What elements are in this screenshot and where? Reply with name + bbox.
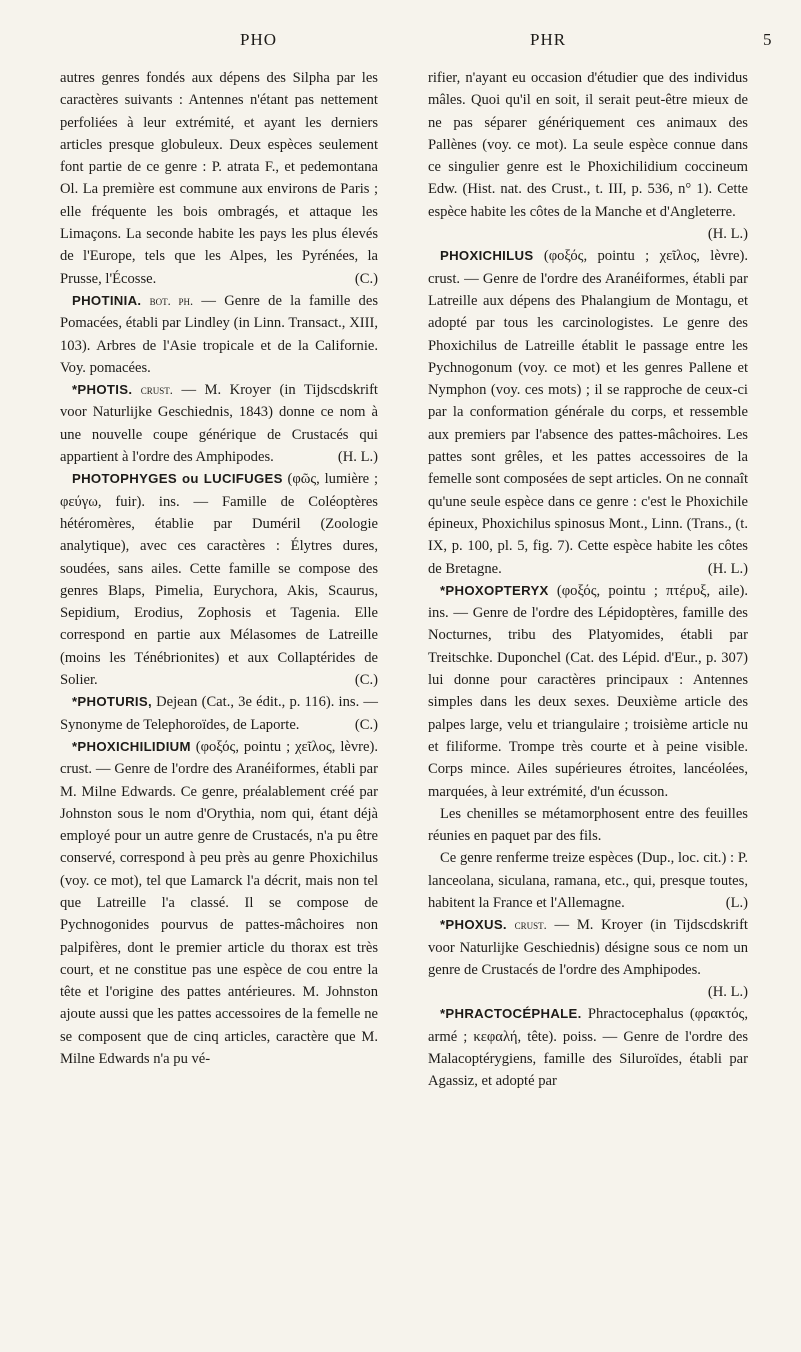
entry-headword: *PHOXICHILIDIUM: [72, 738, 191, 754]
paragraph: [428, 803, 748, 848]
author-signature: (H. L.): [707, 984, 748, 1001]
dictionary-entry: [428, 914, 748, 1003]
entry-headword: *PHOXUS.: [440, 917, 507, 933]
dictionary-entry: [60, 468, 378, 691]
entry-headword: PHOTOPHYGES ou LUCIFUGES: [72, 471, 283, 487]
entry-headword: *PHRACTOCÉPHALE.: [440, 1006, 582, 1022]
entry-text: (φοξός, pointu ; χεῖλος, lèvre). crust. — Genre de l'ordre des Aranéiformes, établi par M. Milne Edwards. Ce genre, préalablement créé par Johnston sous le nom d'Orythia, nom qui, étant déjà employé pour un autre genre de Crustacés, n'a pu être conservé, correspond à peu près au genre Phoxichilus (voy. ce mot), tel que Lamarck l'a décrit, mais non tel que Latreille l'a classé. Il se compose de Pychnogonides pourvus de pattes-mâchoires non palpifères, dont le premier article du thorax est très court, et ne constitue pas une espèce de cou entre la tête et l'origine des pattes antérieures. M. Johnston ajoute aussi que les pattes accessoires de la femelle ne se composent que de cinq articles, caractère que M. Milne Edwards n'a pu vé-: [60, 738, 378, 1068]
entry-headword: PHOTINIA.: [72, 292, 142, 308]
entry-text: rifier, n'ayant eu occasion d'étudier que des individus mâles. Quoi qu'il en soit, il serait peut-être mieux de ne pas séparer génériquement ces animaux des Pallènes (voy. ce mot). La seule espèce connue dans ce singulier genre est le Phoxichilidium coccineum Edw. (Hist. nat. des Crust., t. III, p. 536, n° 1). Cette espèce habite les côtes de la Manche et d'Angleterre.: [428, 70, 748, 220]
entry-text: Ce genre renferme treize espèces (Dup., loc. cit.) : P. lanceolana, siculana, ramana, etc., qui, presque toutes, habitent la France et l'Allemagne.: [428, 850, 748, 911]
dictionary-entry: [428, 580, 748, 803]
entry-text: — M. Kroyer (in Tijdscdskrift voor Naturlijke Geschiednis, 1843) donne ce nom à une nouvelle coupe générique de Crustacés qui appartient à l'ordre des Amphipodes.: [60, 382, 378, 466]
entry-text: (φοξός, pointu ; χεῖλος, lèvre). crust. — Genre de l'ordre des Aranéiformes, établi par Latreille aux dépens des Phalangium de Montagu, et adopté par tous les carcinologistes. Le genre des Phoxichilus de Latreille établit le passage entre les Pychnogonum (voy. ce mot) et les genres Pallene et Nymphon (voy. ces mots) ; il se rapproche de ceux-ci par la conformation générale du corps, et ressemble aux premiers par l'absence des pattes-mâchoires. Les pattes sont grêles, et les pattes accessoires de la femelle sont composées de sept articles. On ne connaît qu'une seule espèce dans ce genre : c'est le Phoxichile épineux, Phoxichilus spinosus Mont., Linn. (Trans., (t. IX, p. 100, pl. 5, fig. 7). Cette espèce habite les côtes de Bretagne.: [428, 248, 748, 577]
dictionary-entry: [60, 290, 378, 379]
dictionary-entry: [60, 379, 378, 468]
entry-text: — M. Kroyer (in Tijdscdskrift voor Naturlijke Geschiednis) désigne sous ce nom un genre de Crustacés de l'ordre des Amphipodes.: [428, 917, 748, 978]
paragraph: [428, 67, 748, 245]
running-header: [0, 30, 801, 54]
author-signature: (C.): [354, 716, 378, 733]
entry-domain-abbr: bot. ph.: [149, 293, 194, 308]
entry-headword: *PHOTIS.: [72, 382, 133, 398]
dictionary-entry: [60, 691, 378, 736]
page-number: 5: [763, 30, 773, 49]
header-center: PHR: [530, 30, 567, 49]
paragraph: [60, 67, 378, 290]
entry-text: Les chenilles se métamorphosent entre des feuilles réunies en paquet par des fils.: [428, 805, 748, 845]
author-signature: (L.): [725, 894, 748, 911]
entry-text: (φοξός, pointu ; πτέρυξ, aile). ins. — Genre de l'ordre des Lépidoptères, famille des Nocturnes, tribu des Platyomides, établi par Treitschke. Duponchel (Cat. des Lépid. d'Eur., p. 307) lui donne pour caractères principaux : Antennes simples dans les deux sexes. Deuxième article des palpes large, velu et triangulaire ; troisième article nu et filiforme. Trompe très courte et à peine visible. Corps mince. Ailes supérieures étroites, lancéolées, marquées, à leur extrémité, d'un écusson.: [428, 582, 748, 800]
dictionary-entry: [60, 736, 378, 1070]
entry-text: Phractocephalus (φρακτός, armé ; κεφαλή, tête). poiss. — Genre de l'ordre des Malacoptérygiens, famille des Siluroïdes, établi par Agassiz, et adopté par: [428, 1006, 748, 1090]
entry-text: Dejean (Cat., 3e édit., p. 116). ins. — Synonyme de Telephoroïdes, de Laporte.: [60, 694, 378, 733]
author-signature: (C.): [354, 672, 378, 689]
entry-headword: *PHOXOPTERYX: [440, 582, 549, 598]
author-signature: (H. L.): [707, 226, 748, 243]
author-signature: (C.): [354, 270, 378, 287]
entry-text: (φῶς, lumière ; φεύγω, fuir). ins. — Famille de Coléoptères hétéromères, établie par Duméril (Zoologie analytique), avec ces caractères : Élytres dures, soudées, sans ailes. Cette famille se compose des genres Blaps, Pimelia, Eurychora, Akis, Scaurus, Sepidium, Erodius, Zophosis et Tagenia. Elle correspond en partie aux Mélasomes de Latreille (moins les Ténébrionites) et aux Collaptérides de Solier.: [60, 471, 378, 689]
entry-headword: *PHOTURIS,: [72, 694, 152, 710]
entry-domain-abbr: crust.: [140, 383, 173, 398]
entry-domain-abbr: crust.: [514, 918, 547, 933]
author-signature: (H. L.): [337, 449, 378, 466]
entry-text: — Genre de la famille des Pomacées, établi par Lindley (in Linn. Transact., XIII, 103). Arbres de l'Asie tropicale et de la Californie. Voy. pomacées.: [60, 292, 379, 376]
header-left: PHO: [240, 30, 278, 49]
author-signature: (H. L.): [707, 560, 748, 577]
dictionary-entry: [428, 1003, 748, 1092]
right-column: [428, 67, 748, 1093]
left-column: [60, 67, 378, 1070]
entry-text: autres genres fondés aux dépens des Silpha par les caractères suivants : Antennes n'étant pas nettement perfoliées à leur extrémité, et ayant les derniers articles presque globuleux. Deux espèces seulement font partie de ce genre : P. atrata F., et pedemontana Ol. La première est commune aux environs de Paris ; elle fréquente les bois ombragés, et attaque les Limaçons. La seconde habite les pays les plus élevés de l'Europe, tels que les Alpes, les Pyrénées, la Prusse, l'Écosse.: [60, 70, 378, 287]
entry-headword: PHOXICHILUS: [440, 248, 534, 264]
paragraph: [428, 847, 748, 914]
dictionary-entry: [428, 245, 748, 579]
